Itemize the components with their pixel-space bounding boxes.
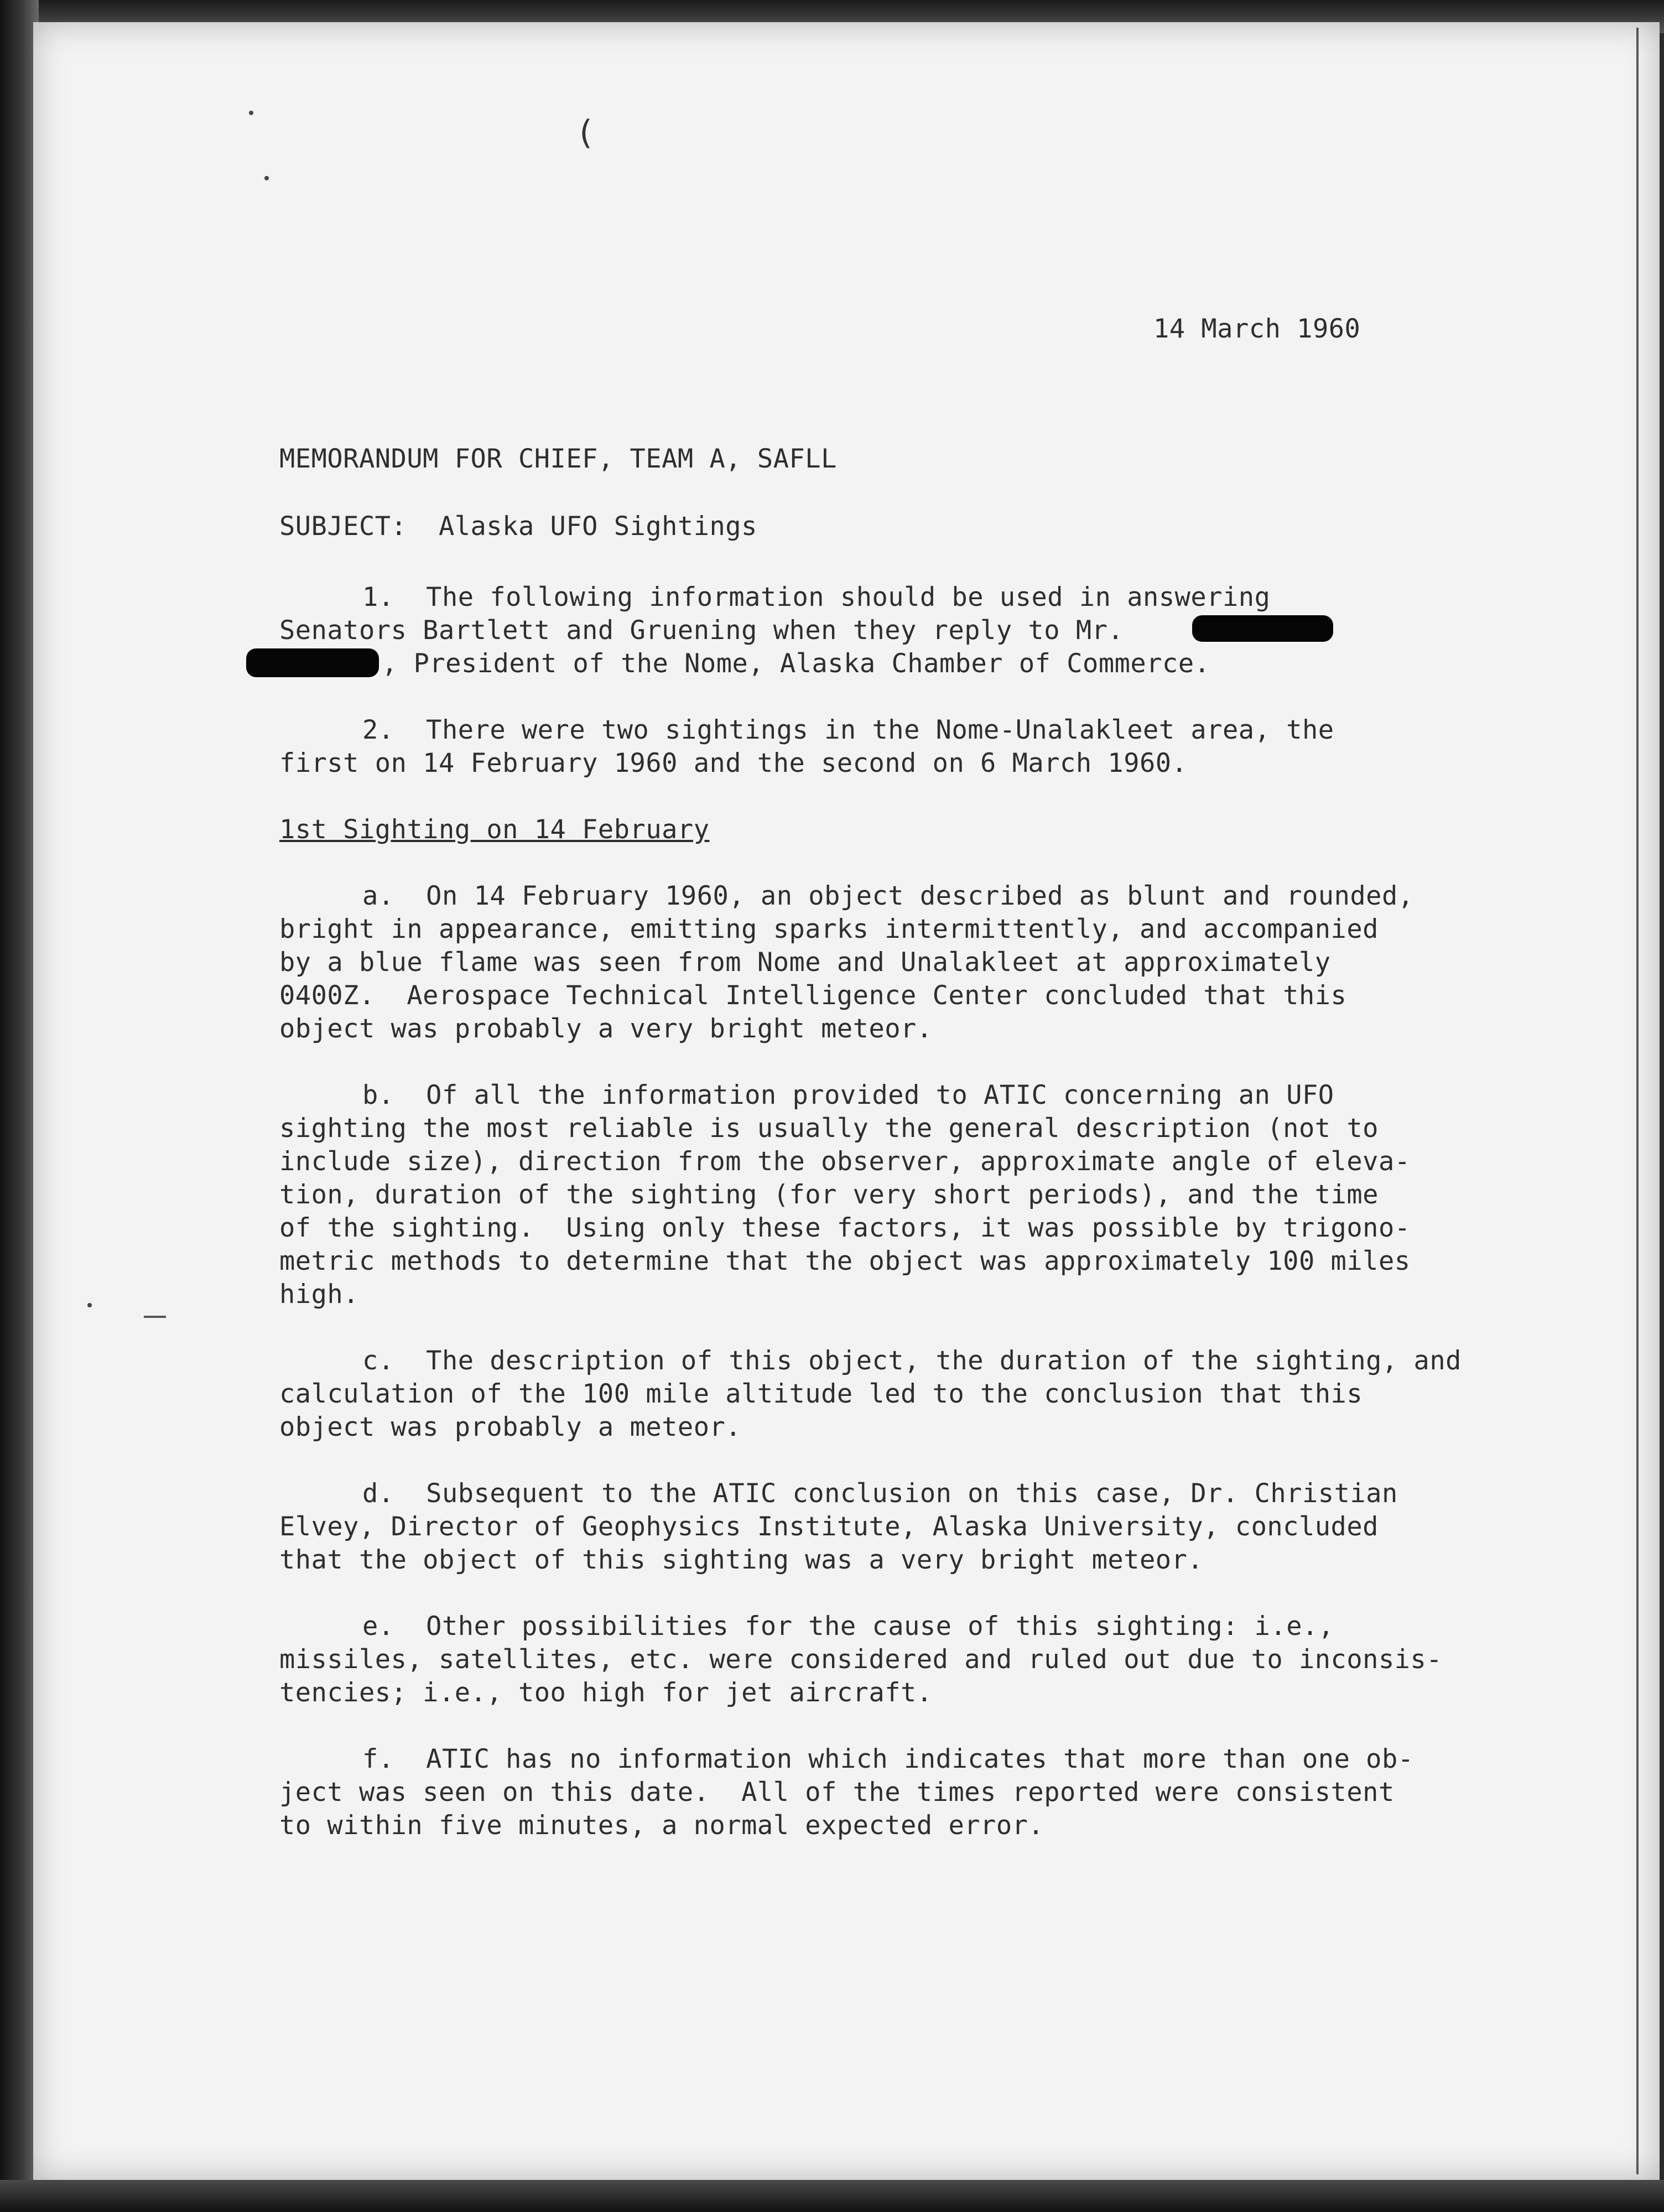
- subject-label: SUBJECT:: [279, 511, 407, 542]
- paragraph-a-line-3: by a blue flame was seen from Nome and Unalakleet at approximately: [279, 947, 1331, 978]
- stray-dot: [249, 111, 253, 115]
- paragraph-b-line-5: of the sighting. Using only these factors, it was possible by trigono-: [279, 1213, 1411, 1243]
- paragraph-e-line-2: missiles, satellites, etc. were considered and ruled out due to inconsis-: [279, 1644, 1443, 1675]
- paragraph-c-line-2: calculation of the 100 mile altitude led to the conclusion that this: [279, 1379, 1363, 1409]
- paragraph-c-line-3: object was probably a meteor.: [279, 1412, 742, 1442]
- section-heading: 1st Sighting on 14 February: [279, 814, 710, 845]
- paragraph-d-line-1: d. Subsequent to the ATIC conclusion on this case, Dr. Christian: [362, 1478, 1398, 1509]
- paragraph-b-line-7: high.: [279, 1279, 359, 1310]
- redaction-bar: [1192, 615, 1333, 642]
- paragraph-e-line-1: e. Other possibilities for the cause of this sighting: i.e.,: [362, 1611, 1334, 1642]
- paragraph-a-line-4: 0400Z. Aerospace Technical Intelligence Center concluded that this: [279, 980, 1347, 1011]
- paragraph-2-line-2: first on 14 February 1960 and the second on 6 March 1960.: [279, 748, 1188, 778]
- paragraph-f-line-2: ject was seen on this date. All of the times reported were consistent: [279, 1777, 1395, 1808]
- paragraph-d-line-3: that the object of this sighting was a very bright meteor.: [279, 1545, 1204, 1575]
- page-edge-line: [1636, 28, 1639, 2174]
- paragraph-2-line-1: 2. There were two sightings in the Nome-Unalakleet area, the: [362, 715, 1334, 745]
- paragraph-f-line-3: to within five minutes, a normal expected error.: [279, 1810, 1044, 1841]
- stray-dot: [87, 1303, 92, 1307]
- paragraph-b-line-6: metric methods to determine that the object was approximately 100 miles: [279, 1246, 1411, 1276]
- redaction-bar: [246, 648, 379, 677]
- paragraph-b-line-4: tion, duration of the sighting (for very short periods), and the time: [279, 1180, 1379, 1210]
- paragraph-b-line-3: include size), direction from the observer, approximate angle of eleva-: [279, 1146, 1411, 1177]
- paragraph-b-line-2: sighting the most reliable is usually the general description (not to: [279, 1113, 1379, 1144]
- paragraph-a-line-2: bright in appearance, emitting sparks intermittently, and accompanied: [279, 914, 1379, 944]
- paragraph-a-line-5: object was probably a very bright meteor.: [279, 1014, 933, 1044]
- paragraph-f-line-1: f. ATIC has no information which indicates that more than one ob-: [362, 1744, 1414, 1774]
- paragraph-1-line-1: 1. The following information should be used in answering: [362, 582, 1271, 612]
- memo-date: 14 March 1960: [1153, 314, 1361, 344]
- paragraph-1-line-3: , President of the Nome, Alaska Chamber of Commerce.: [382, 648, 1210, 679]
- paragraph-b-line-1: b. Of all the information provided to ATIC concerning an UFO: [362, 1080, 1334, 1110]
- paragraph-e-line-3: tencies; i.e., too high for jet aircraft.: [279, 1678, 933, 1708]
- scan-border-bottom: [0, 2180, 1664, 2212]
- stray-dot: [264, 176, 269, 180]
- stray-mark: (: [575, 113, 596, 152]
- paragraph-1-line-2: Senators Bartlett and Gruening when they reply to Mr.: [279, 615, 1124, 646]
- memo-header: MEMORANDUM FOR CHIEF, TEAM A, SAFLL: [279, 444, 837, 474]
- paragraph-a-line-1: a. On 14 February 1960, an object described as blunt and rounded,: [362, 881, 1414, 911]
- memo-subject: [279, 510, 757, 543]
- paragraph-d-line-2: Elvey, Director of Geophysics Institute, Alaska University, concluded: [279, 1512, 1379, 1542]
- paragraph-c-line-1: c. The description of this object, the duration of the sighting, and: [362, 1346, 1462, 1376]
- stray-dash: [144, 1316, 166, 1318]
- subject-text: Alaska UFO Sightings: [438, 511, 757, 542]
